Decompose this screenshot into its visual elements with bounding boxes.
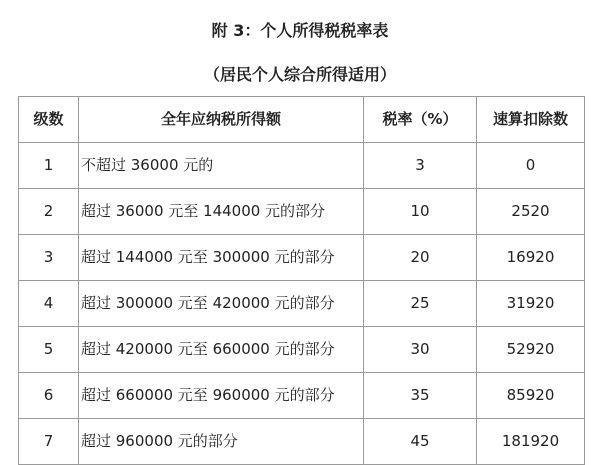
cell-income-range: 不超过 36000 元的 xyxy=(79,143,364,189)
cell-income-range: 超过 36000 元至 144000 元的部分 xyxy=(79,189,364,235)
table-row xyxy=(19,189,585,235)
cell-income-range: 超过 300000 元至 420000 元的部分 xyxy=(79,281,364,327)
table-row xyxy=(19,235,585,281)
cell-quick-deduction: 2520 xyxy=(477,189,585,235)
cell-level: 2 xyxy=(19,189,79,235)
cell-level: 4 xyxy=(19,281,79,327)
table-row xyxy=(19,143,585,189)
table-header-row xyxy=(19,97,585,143)
cell-level: 7 xyxy=(19,419,79,465)
cell-tax-rate: 35 xyxy=(364,373,477,419)
table-row xyxy=(19,373,585,419)
table-row xyxy=(19,281,585,327)
cell-quick-deduction: 52920 xyxy=(477,327,585,373)
cell-level: 1 xyxy=(19,143,79,189)
cell-level: 6 xyxy=(19,373,79,419)
tax-rate-table xyxy=(18,96,585,465)
cell-quick-deduction: 31920 xyxy=(477,281,585,327)
cell-income-range: 超过 420000 元至 660000 元的部分 xyxy=(79,327,364,373)
cell-quick-deduction: 16920 xyxy=(477,235,585,281)
cell-income-range: 超过 144000 元至 300000 元的部分 xyxy=(79,235,364,281)
cell-tax-rate: 3 xyxy=(364,143,477,189)
table-row xyxy=(19,419,585,465)
cell-tax-rate: 10 xyxy=(364,189,477,235)
cell-income-range: 超过 960000 元的部分 xyxy=(79,419,364,465)
header-quick-deduction: 速算扣除数 xyxy=(477,97,585,143)
page-title: 附 3：个人所得税税率表 xyxy=(211,21,389,40)
cell-quick-deduction: 181920 xyxy=(477,419,585,465)
cell-quick-deduction: 85920 xyxy=(477,373,585,419)
cell-level: 3 xyxy=(19,235,79,281)
header-taxable-income: 全年应纳税所得额 xyxy=(79,97,364,143)
cell-tax-rate: 25 xyxy=(364,281,477,327)
cell-income-range: 超过 660000 元至 960000 元的部分 xyxy=(79,373,364,419)
cell-tax-rate: 30 xyxy=(364,327,477,373)
header-tax-rate: 税率（%） xyxy=(364,97,477,143)
header-level: 级数 xyxy=(19,97,79,143)
page-subtitle: （居民个人综合所得适用） xyxy=(203,65,396,84)
table-row xyxy=(19,327,585,373)
cell-level: 5 xyxy=(19,327,79,373)
cell-tax-rate: 20 xyxy=(364,235,477,281)
cell-tax-rate: 45 xyxy=(364,419,477,465)
cell-quick-deduction: 0 xyxy=(477,143,585,189)
